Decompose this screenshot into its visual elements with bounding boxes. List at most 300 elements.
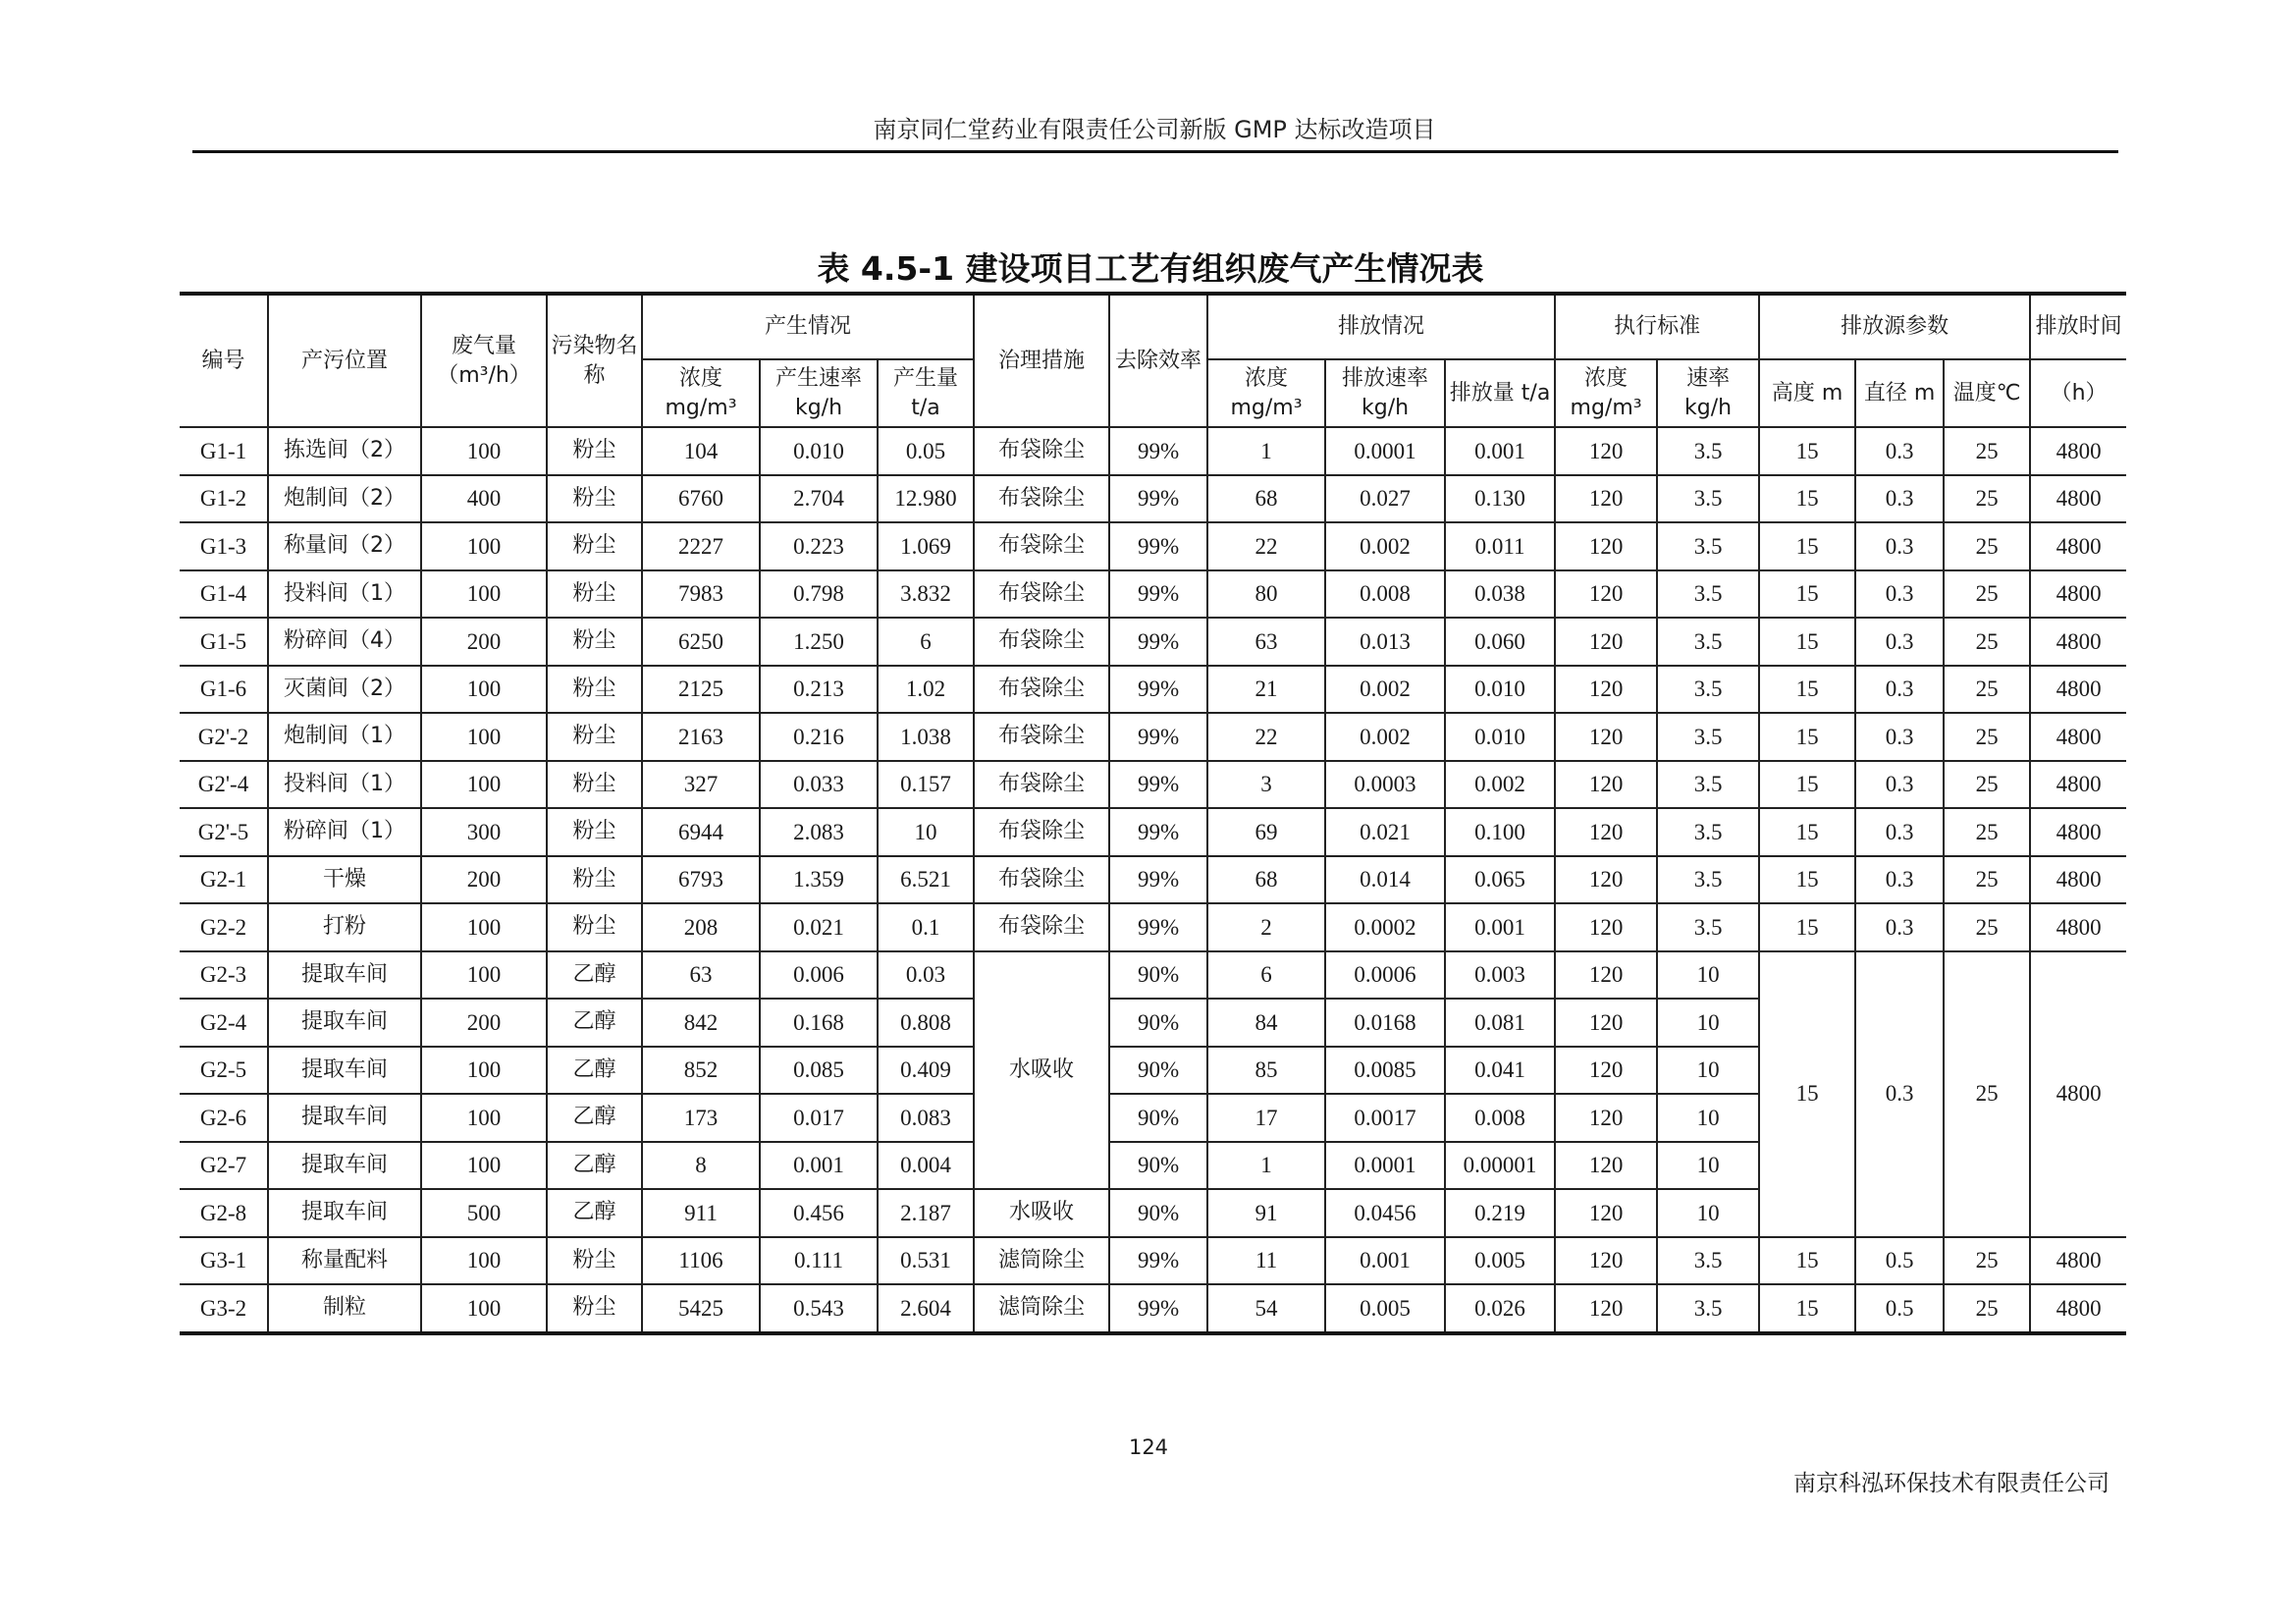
cell-treatment: 布袋除尘 xyxy=(974,856,1109,904)
table-row xyxy=(180,856,2126,904)
cell-pollutant: 粉尘 xyxy=(547,808,642,856)
cell-efficiency: 99% xyxy=(1109,1237,1207,1285)
cell-std-rate: 10 xyxy=(1657,999,1759,1047)
cell-location: 粉碎间（1） xyxy=(268,808,421,856)
cell-time: 4800 xyxy=(2030,475,2126,523)
table-row xyxy=(180,666,2126,714)
cell-height: 15 xyxy=(1759,522,1855,570)
cell-emi-rate: 0.005 xyxy=(1325,1284,1445,1333)
cell-location: 制粒 xyxy=(268,1284,421,1333)
cell-pollutant: 粉尘 xyxy=(547,713,642,761)
cell-diameter-merged: 0.3 xyxy=(1855,951,1944,1237)
cell-temperature: 25 xyxy=(1944,903,2030,951)
cell-emi-conc: 54 xyxy=(1207,1284,1325,1333)
cell-location: 提取车间 xyxy=(268,1189,421,1237)
cell-gen-amount: 6 xyxy=(878,618,974,666)
cell-gen-amount: 0.083 xyxy=(878,1094,974,1142)
cell-treatment: 布袋除尘 xyxy=(974,427,1109,475)
cell-treatment: 布袋除尘 xyxy=(974,522,1109,570)
cell-emi-conc: 1 xyxy=(1207,1142,1325,1190)
cell-gen-rate: 0.085 xyxy=(760,1047,878,1095)
cell-temperature: 25 xyxy=(1944,713,2030,761)
cell-gas-volume: 100 xyxy=(421,951,547,1000)
cell-std-conc: 120 xyxy=(1555,618,1657,666)
cell-emi-rate: 0.001 xyxy=(1325,1237,1445,1285)
col-pollutant-header: 污染物名称 xyxy=(547,294,642,427)
cell-time-merged: 4800 xyxy=(2030,951,2126,1237)
cell-temperature: 25 xyxy=(1944,427,2030,475)
table-row xyxy=(180,618,2126,666)
cell-gen-rate: 0.213 xyxy=(760,666,878,714)
cell-std-rate: 3.5 xyxy=(1657,713,1759,761)
col-gen-conc-header: 浓度 mg/m³ xyxy=(642,359,760,427)
cell-gas-volume: 100 xyxy=(421,1284,547,1333)
cell-emi-conc: 11 xyxy=(1207,1237,1325,1285)
cell-pollutant: 粉尘 xyxy=(547,1237,642,1285)
cell-location: 投料间（1） xyxy=(268,570,421,619)
cell-std-conc: 120 xyxy=(1555,1094,1657,1142)
cell-diameter: 0.3 xyxy=(1855,666,1944,714)
cell-gen-rate: 0.223 xyxy=(760,522,878,570)
cell-height: 15 xyxy=(1759,1237,1855,1285)
cell-gen-amount: 3.832 xyxy=(878,570,974,619)
cell-emi-amount: 0.005 xyxy=(1445,1237,1555,1285)
cell-gen-rate: 0.168 xyxy=(760,999,878,1047)
cell-emi-amount: 0.065 xyxy=(1445,856,1555,904)
cell-std-rate: 10 xyxy=(1657,1142,1759,1190)
cell-gen-amount: 12.980 xyxy=(878,475,974,523)
cell-gas-volume: 100 xyxy=(421,903,547,951)
cell-std-rate: 3.5 xyxy=(1657,856,1759,904)
cell-treatment: 布袋除尘 xyxy=(974,666,1109,714)
cell-diameter: 0.3 xyxy=(1855,618,1944,666)
cell-gas-volume: 100 xyxy=(421,570,547,619)
cell-pollutant: 粉尘 xyxy=(547,522,642,570)
cell-std-conc: 120 xyxy=(1555,856,1657,904)
cell-emi-conc: 68 xyxy=(1207,475,1325,523)
cell-temperature: 25 xyxy=(1944,1237,2030,1285)
table-header-row-1 xyxy=(180,294,2126,359)
cell-id: G3-1 xyxy=(180,1237,268,1285)
cell-id: G3-2 xyxy=(180,1284,268,1333)
cell-emi-amount: 0.010 xyxy=(1445,713,1555,761)
cell-id: G2-8 xyxy=(180,1189,268,1237)
cell-treatment: 滤筒除尘 xyxy=(974,1237,1109,1285)
cell-temperature: 25 xyxy=(1944,761,2030,809)
cell-emi-amount: 0.010 xyxy=(1445,666,1555,714)
cell-temperature: 25 xyxy=(1944,522,2030,570)
cell-pollutant: 粉尘 xyxy=(547,761,642,809)
cell-height-merged: 15 xyxy=(1759,951,1855,1237)
cell-gen-conc: 208 xyxy=(642,903,760,951)
cell-emi-conc: 63 xyxy=(1207,618,1325,666)
cell-std-conc: 120 xyxy=(1555,570,1657,619)
cell-efficiency: 99% xyxy=(1109,761,1207,809)
cell-gen-amount: 0.531 xyxy=(878,1237,974,1285)
cell-std-rate: 3.5 xyxy=(1657,903,1759,951)
cell-gas-volume: 100 xyxy=(421,522,547,570)
cell-id: G2-2 xyxy=(180,903,268,951)
cell-gas-volume: 100 xyxy=(421,1142,547,1190)
cell-treatment: 布袋除尘 xyxy=(974,570,1109,619)
cell-emi-amount: 0.081 xyxy=(1445,999,1555,1047)
cell-id: G2-5 xyxy=(180,1047,268,1095)
cell-location: 炮制间（2） xyxy=(268,475,421,523)
cell-emi-rate: 0.0456 xyxy=(1325,1189,1445,1237)
cell-gen-conc: 852 xyxy=(642,1047,760,1095)
col-gen-rate-header: 产生速率 kg/h xyxy=(760,359,878,427)
cell-emi-conc: 69 xyxy=(1207,808,1325,856)
cell-pollutant: 粉尘 xyxy=(547,903,642,951)
cell-efficiency: 90% xyxy=(1109,1142,1207,1190)
cell-emi-conc: 91 xyxy=(1207,1189,1325,1237)
cell-diameter: 0.3 xyxy=(1855,427,1944,475)
cell-diameter: 0.3 xyxy=(1855,570,1944,619)
cell-std-conc: 120 xyxy=(1555,427,1657,475)
col-treatment-header: 治理措施 xyxy=(974,294,1109,427)
cell-gen-conc: 5425 xyxy=(642,1284,760,1333)
cell-location: 干燥 xyxy=(268,856,421,904)
cell-treatment: 布袋除尘 xyxy=(974,618,1109,666)
cell-id: G2-4 xyxy=(180,999,268,1047)
cell-efficiency: 99% xyxy=(1109,522,1207,570)
cell-location: 灭菌间（2） xyxy=(268,666,421,714)
cell-std-rate: 3.5 xyxy=(1657,1237,1759,1285)
cell-gen-rate: 0.543 xyxy=(760,1284,878,1333)
cell-emi-rate: 0.021 xyxy=(1325,808,1445,856)
col-gen-amount-header: 产生量 t/a xyxy=(878,359,974,427)
table-row xyxy=(180,713,2126,761)
cell-emi-rate: 0.0085 xyxy=(1325,1047,1445,1095)
cell-time: 4800 xyxy=(2030,1237,2126,1285)
cell-std-conc: 120 xyxy=(1555,522,1657,570)
cell-gen-conc: 6944 xyxy=(642,808,760,856)
cell-time: 4800 xyxy=(2030,856,2126,904)
cell-std-conc: 120 xyxy=(1555,713,1657,761)
cell-efficiency: 90% xyxy=(1109,1047,1207,1095)
cell-efficiency: 99% xyxy=(1109,808,1207,856)
cell-emi-amount: 0.219 xyxy=(1445,1189,1555,1237)
cell-emi-conc: 6 xyxy=(1207,951,1325,1000)
cell-gen-rate: 0.006 xyxy=(760,951,878,1000)
cell-gen-rate: 0.216 xyxy=(760,713,878,761)
cell-std-conc: 120 xyxy=(1555,1047,1657,1095)
table-row xyxy=(180,475,2126,523)
col-gas-volume-header: 废气量（m³/h） xyxy=(421,294,547,427)
cell-location: 提取车间 xyxy=(268,951,421,1000)
cell-emi-conc: 2 xyxy=(1207,903,1325,951)
cell-emi-amount: 0.003 xyxy=(1445,951,1555,1000)
cell-gas-volume: 500 xyxy=(421,1189,547,1237)
cell-std-rate: 3.5 xyxy=(1657,808,1759,856)
col-emission-header: 排放情况 xyxy=(1207,294,1555,359)
cell-temperature-merged: 25 xyxy=(1944,951,2030,1237)
cell-efficiency: 99% xyxy=(1109,903,1207,951)
cell-emi-amount: 0.00001 xyxy=(1445,1142,1555,1190)
cell-time: 4800 xyxy=(2030,522,2126,570)
cell-std-conc: 120 xyxy=(1555,951,1657,1000)
table-title: 表 4.5-1 建设项目工艺有组织废气产生情况表 xyxy=(817,249,1484,288)
cell-efficiency: 90% xyxy=(1109,1189,1207,1237)
cell-std-conc: 120 xyxy=(1555,1284,1657,1333)
cell-gen-rate: 2.704 xyxy=(760,475,878,523)
cell-gen-amount: 1.069 xyxy=(878,522,974,570)
cell-std-rate: 3.5 xyxy=(1657,522,1759,570)
cell-emi-rate: 0.008 xyxy=(1325,570,1445,619)
cell-time: 4800 xyxy=(2030,666,2126,714)
cell-std-rate: 3.5 xyxy=(1657,618,1759,666)
cell-time: 4800 xyxy=(2030,808,2126,856)
cell-gas-volume: 100 xyxy=(421,427,547,475)
cell-height: 15 xyxy=(1759,618,1855,666)
cell-id: G1-2 xyxy=(180,475,268,523)
cell-temperature: 25 xyxy=(1944,475,2030,523)
cell-time: 4800 xyxy=(2030,570,2126,619)
cell-emi-amount: 0.001 xyxy=(1445,427,1555,475)
cell-gas-volume: 200 xyxy=(421,999,547,1047)
col-source-params-header: 排放源参数 xyxy=(1759,294,2030,359)
cell-pollutant: 乙醇 xyxy=(547,999,642,1047)
cell-time: 4800 xyxy=(2030,427,2126,475)
cell-diameter: 0.5 xyxy=(1855,1284,1944,1333)
table-row xyxy=(180,808,2126,856)
cell-emi-conc: 21 xyxy=(1207,666,1325,714)
cell-id: G1-5 xyxy=(180,618,268,666)
cell-efficiency: 90% xyxy=(1109,1094,1207,1142)
cell-emi-conc: 68 xyxy=(1207,856,1325,904)
cell-emi-amount: 0.008 xyxy=(1445,1094,1555,1142)
cell-gen-conc: 842 xyxy=(642,999,760,1047)
cell-id: G1-3 xyxy=(180,522,268,570)
cell-emi-conc: 17 xyxy=(1207,1094,1325,1142)
cell-gas-volume: 200 xyxy=(421,618,547,666)
cell-efficiency: 99% xyxy=(1109,1284,1207,1333)
cell-emi-rate: 0.002 xyxy=(1325,666,1445,714)
col-time-header: 排放时间 xyxy=(2030,294,2126,359)
cell-gen-amount: 0.157 xyxy=(878,761,974,809)
cell-gen-amount: 10 xyxy=(878,808,974,856)
table-row xyxy=(180,570,2126,619)
col-emi-amount-header: 排放量 t/a xyxy=(1445,359,1555,427)
cell-gas-volume: 400 xyxy=(421,475,547,523)
cell-std-rate: 3.5 xyxy=(1657,761,1759,809)
cell-emi-conc: 3 xyxy=(1207,761,1325,809)
cell-location: 提取车间 xyxy=(268,1047,421,1095)
cell-treatment: 滤筒除尘 xyxy=(974,1284,1109,1333)
cell-treatment: 布袋除尘 xyxy=(974,713,1109,761)
cell-emi-rate: 0.0002 xyxy=(1325,903,1445,951)
col-diameter-header: 直径 m xyxy=(1855,359,1944,427)
cell-height: 15 xyxy=(1759,808,1855,856)
cell-emi-amount: 0.130 xyxy=(1445,475,1555,523)
cell-temperature: 25 xyxy=(1944,1284,2030,1333)
cell-gas-volume: 200 xyxy=(421,856,547,904)
cell-id: G2'-2 xyxy=(180,713,268,761)
cell-height: 15 xyxy=(1759,666,1855,714)
cell-gas-volume: 100 xyxy=(421,1094,547,1142)
col-location-header: 产污位置 xyxy=(268,294,421,427)
cell-gen-conc: 7983 xyxy=(642,570,760,619)
cell-treatment: 布袋除尘 xyxy=(974,761,1109,809)
cell-diameter: 0.3 xyxy=(1855,808,1944,856)
cell-gas-volume: 100 xyxy=(421,713,547,761)
cell-emi-rate: 0.013 xyxy=(1325,618,1445,666)
cell-emi-amount: 0.041 xyxy=(1445,1047,1555,1095)
cell-pollutant: 乙醇 xyxy=(547,1047,642,1095)
cell-emi-rate: 0.0017 xyxy=(1325,1094,1445,1142)
cell-efficiency: 99% xyxy=(1109,713,1207,761)
cell-id: G2-6 xyxy=(180,1094,268,1142)
cell-time: 4800 xyxy=(2030,1284,2126,1333)
cell-id: G2'-4 xyxy=(180,761,268,809)
cell-diameter: 0.3 xyxy=(1855,903,1944,951)
cell-emi-amount: 0.026 xyxy=(1445,1284,1555,1333)
cell-gen-conc: 2227 xyxy=(642,522,760,570)
cell-gen-rate: 2.083 xyxy=(760,808,878,856)
page-header-title: 南京同仁堂药业有限责任公司新版 GMP 达标改造项目 xyxy=(873,116,1436,143)
cell-gen-conc: 63 xyxy=(642,951,760,1000)
cell-gen-amount: 6.521 xyxy=(878,856,974,904)
cell-pollutant: 粉尘 xyxy=(547,1284,642,1333)
cell-time: 4800 xyxy=(2030,761,2126,809)
cell-location: 打粉 xyxy=(268,903,421,951)
cell-efficiency: 99% xyxy=(1109,427,1207,475)
cell-gen-conc: 2163 xyxy=(642,713,760,761)
page-number: 124 xyxy=(1128,1435,1169,1459)
cell-std-conc: 120 xyxy=(1555,761,1657,809)
cell-height: 15 xyxy=(1759,570,1855,619)
cell-pollutant: 乙醇 xyxy=(547,1189,642,1237)
cell-efficiency: 90% xyxy=(1109,999,1207,1047)
cell-gen-amount: 0.1 xyxy=(878,903,974,951)
cell-diameter: 0.3 xyxy=(1855,713,1944,761)
table-row xyxy=(180,903,2126,951)
cell-temperature: 25 xyxy=(1944,808,2030,856)
cell-std-rate: 3.5 xyxy=(1657,475,1759,523)
cell-emi-conc: 1 xyxy=(1207,427,1325,475)
cell-diameter: 0.5 xyxy=(1855,1237,1944,1285)
cell-emi-amount: 0.038 xyxy=(1445,570,1555,619)
table-row xyxy=(180,1284,2126,1333)
col-emi-conc-header: 浓度 mg/m³ xyxy=(1207,359,1325,427)
cell-gen-rate: 0.017 xyxy=(760,1094,878,1142)
cell-pollutant: 乙醇 xyxy=(547,1142,642,1190)
cell-emi-conc: 85 xyxy=(1207,1047,1325,1095)
cell-emi-amount: 0.011 xyxy=(1445,522,1555,570)
cell-treatment-merged: 水吸收 xyxy=(974,951,1109,1190)
col-time-unit-header: （h） xyxy=(2030,359,2126,427)
cell-treatment: 布袋除尘 xyxy=(974,903,1109,951)
cell-pollutant: 粉尘 xyxy=(547,856,642,904)
cell-emi-conc: 80 xyxy=(1207,570,1325,619)
cell-pollutant: 粉尘 xyxy=(547,475,642,523)
table-row xyxy=(180,951,2126,1000)
cell-emi-conc: 22 xyxy=(1207,713,1325,761)
cell-time: 4800 xyxy=(2030,618,2126,666)
cell-gen-conc: 8 xyxy=(642,1142,760,1190)
cell-pollutant: 粉尘 xyxy=(547,666,642,714)
cell-gas-volume: 300 xyxy=(421,808,547,856)
cell-efficiency: 99% xyxy=(1109,570,1207,619)
col-std-conc-header: 浓度 mg/m³ xyxy=(1555,359,1657,427)
cell-std-rate: 10 xyxy=(1657,1189,1759,1237)
cell-emi-rate: 0.0001 xyxy=(1325,427,1445,475)
cell-gas-volume: 100 xyxy=(421,761,547,809)
cell-diameter: 0.3 xyxy=(1855,856,1944,904)
cell-efficiency: 99% xyxy=(1109,618,1207,666)
cell-location: 拣选间（2） xyxy=(268,427,421,475)
cell-gen-rate: 0.456 xyxy=(760,1189,878,1237)
cell-std-rate: 3.5 xyxy=(1657,666,1759,714)
cell-gas-volume: 100 xyxy=(421,1237,547,1285)
cell-treatment: 布袋除尘 xyxy=(974,475,1109,523)
cell-std-conc: 120 xyxy=(1555,808,1657,856)
cell-location: 称量配料 xyxy=(268,1237,421,1285)
cell-gen-amount: 0.004 xyxy=(878,1142,974,1190)
cell-diameter: 0.3 xyxy=(1855,522,1944,570)
cell-temperature: 25 xyxy=(1944,856,2030,904)
cell-std-conc: 120 xyxy=(1555,475,1657,523)
cell-efficiency: 99% xyxy=(1109,856,1207,904)
cell-height: 15 xyxy=(1759,475,1855,523)
cell-diameter: 0.3 xyxy=(1855,761,1944,809)
table-row xyxy=(180,522,2126,570)
cell-emi-rate: 0.0001 xyxy=(1325,1142,1445,1190)
cell-gen-conc: 327 xyxy=(642,761,760,809)
cell-emi-rate: 0.002 xyxy=(1325,522,1445,570)
cell-std-rate: 3.5 xyxy=(1657,427,1759,475)
cell-gas-volume: 100 xyxy=(421,666,547,714)
cell-std-conc: 120 xyxy=(1555,999,1657,1047)
cell-height: 15 xyxy=(1759,903,1855,951)
cell-emi-amount: 0.100 xyxy=(1445,808,1555,856)
cell-gen-amount: 0.03 xyxy=(878,951,974,1000)
cell-height: 15 xyxy=(1759,856,1855,904)
cell-location: 粉碎间（4） xyxy=(268,618,421,666)
col-generation-header: 产生情况 xyxy=(642,294,974,359)
cell-gen-rate: 0.001 xyxy=(760,1142,878,1190)
cell-emi-rate: 0.014 xyxy=(1325,856,1445,904)
cell-location: 提取车间 xyxy=(268,1142,421,1190)
cell-efficiency: 99% xyxy=(1109,666,1207,714)
cell-location: 投料间（1） xyxy=(268,761,421,809)
col-temperature-header: 温度℃ xyxy=(1944,359,2030,427)
cell-gen-amount: 1.02 xyxy=(878,666,974,714)
cell-gen-amount: 0.409 xyxy=(878,1047,974,1095)
cell-gen-conc: 104 xyxy=(642,427,760,475)
footer-company: 南京科泓环保技术有限责任公司 xyxy=(1793,1471,2109,1496)
cell-std-rate: 3.5 xyxy=(1657,570,1759,619)
cell-height: 15 xyxy=(1759,1284,1855,1333)
cell-emi-rate: 0.0003 xyxy=(1325,761,1445,809)
cell-pollutant: 乙醇 xyxy=(547,1094,642,1142)
cell-std-rate: 10 xyxy=(1657,951,1759,1000)
cell-gen-conc: 6250 xyxy=(642,618,760,666)
cell-emi-amount: 0.001 xyxy=(1445,903,1555,951)
cell-emi-rate: 0.002 xyxy=(1325,713,1445,761)
cell-gen-rate: 0.798 xyxy=(760,570,878,619)
cell-gen-conc: 1106 xyxy=(642,1237,760,1285)
cell-gen-rate: 0.021 xyxy=(760,903,878,951)
cell-gen-rate: 0.111 xyxy=(760,1237,878,1285)
cell-gen-conc: 173 xyxy=(642,1094,760,1142)
cell-std-conc: 120 xyxy=(1555,903,1657,951)
cell-id: G1-4 xyxy=(180,570,268,619)
cell-time: 4800 xyxy=(2030,713,2126,761)
cell-gen-conc: 2125 xyxy=(642,666,760,714)
cell-pollutant: 粉尘 xyxy=(547,570,642,619)
cell-pollutant: 粉尘 xyxy=(547,427,642,475)
